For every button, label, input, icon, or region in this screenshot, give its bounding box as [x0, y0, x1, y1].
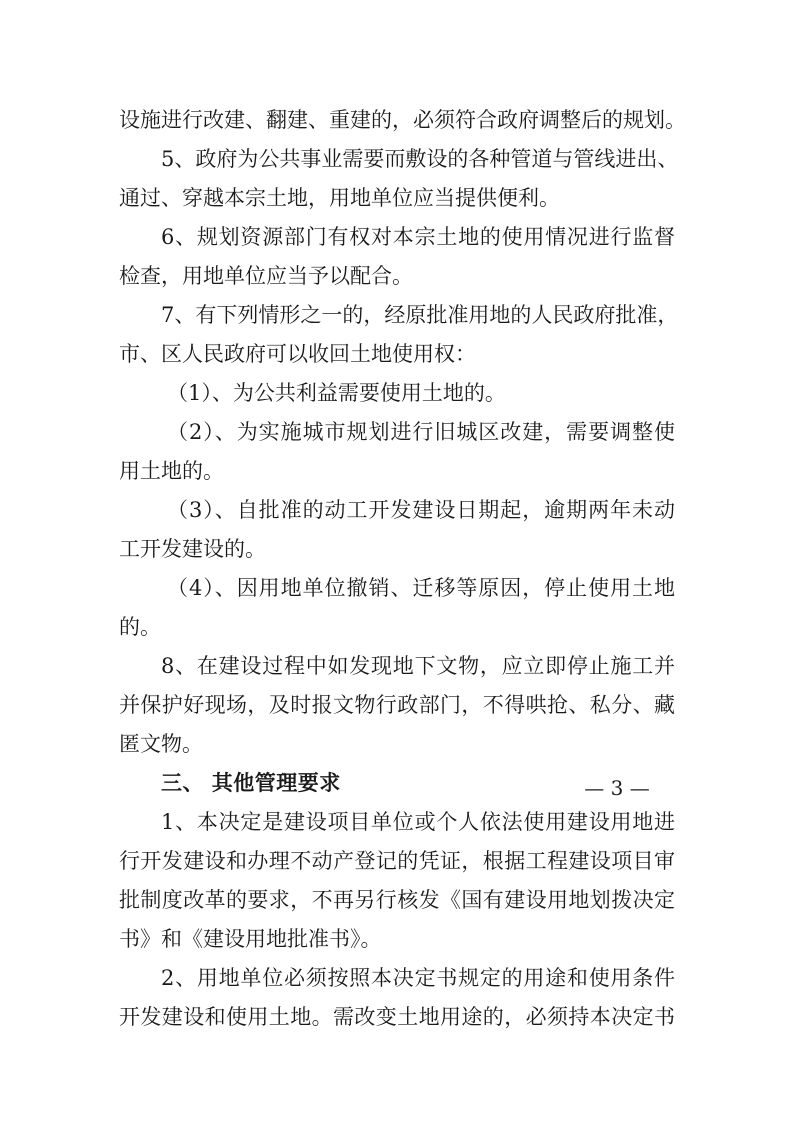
paragraph-line: 1、本决定是建设项目单位或个人依法使用建设用地进 [161, 810, 675, 834]
paragraph-line: 7、有下列情形之一的，经原批准用地的人民政府批准， [161, 303, 679, 327]
list-item-line: （2）、为实施城市规划进行旧城区改建，需要调整使 [167, 420, 675, 444]
paragraph-line: 开发建设和使用土地。需改变土地用途的，必须持本决定书 [119, 1005, 675, 1029]
list-item-line: 工开发建设的。 [119, 537, 266, 561]
list-item-line: （4）、因用地单位撤销、迁移等原因，停止使用土地 [167, 576, 675, 600]
paragraph-line: 6、规划资源部门有权对本宗土地的使用情况进行监督 [161, 225, 675, 249]
paragraph-line: 8、在建设过程中如发现地下文物，应立即停止施工并 [161, 654, 675, 678]
section-heading: 三、 其他管理要求 [161, 771, 341, 795]
paragraph-line: 2、用地单位必须按照本决定书规定的用途和使用条件 [161, 966, 675, 990]
paragraph-line: 通过、穿越本宗土地，用地单位应当提供便利。 [119, 186, 560, 210]
paragraph-line: 并保护好现场，及时报文物行政部门，不得哄抢、私分、藏 [119, 693, 675, 717]
paragraph-line: 匿文物。 [119, 732, 203, 756]
list-item-line: 的。 [119, 615, 161, 639]
paragraph-line: 批制度改革的要求，不再另行核发《国有建设用地划拨决定 [119, 888, 675, 912]
paragraph-line: 检查，用地单位应当予以配合。 [119, 264, 413, 288]
list-item-line: （3）、自批准的动工开发建设日期起，逾期两年未动 [167, 498, 675, 522]
paragraph-line: 书》和《建设用地批准书》。 [119, 927, 382, 951]
paragraph-line: 市、区人民政府可以收回土地使用权： [119, 342, 476, 366]
page-number: — 3 — [584, 776, 650, 800]
list-item-line: （1）、为公共利益需要使用土地的。 [167, 381, 506, 405]
document-body [119, 101, 686, 1037]
list-item-line: 用土地的。 [119, 459, 224, 483]
paragraph-line: 5、政府为公共事业需要而敷设的各种管道与管线进出、 [161, 147, 679, 171]
paragraph-line: 设施进行改建、翻建、重建的，必须符合政府调整后的规划。 [119, 108, 686, 132]
paragraph-line: 行开发建设和办理不动产登记的凭证，根据工程建设项目审 [119, 849, 675, 873]
